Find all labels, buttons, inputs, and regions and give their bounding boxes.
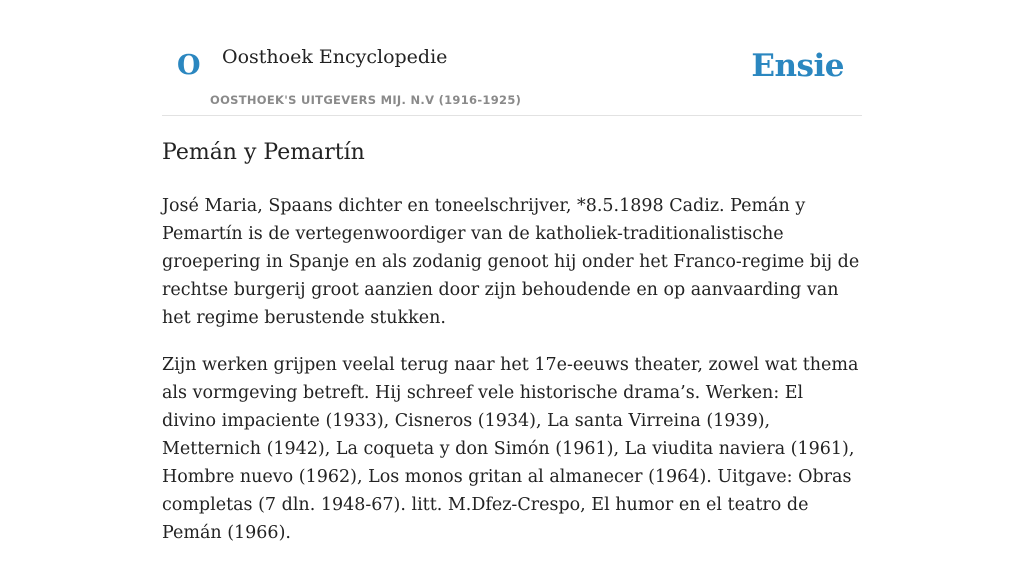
article-paragraph: Zijn werken grijpen veelal terug naar het 17e-eeuws theater, zowel wat thema als vormgeving betreft. Hij schreef vele historische drama’s. Werken: El divino impaciente (1933), Cisneros (1934), La santa Virreina (1939), Metternich (1942), La coqueta y don Simón (1961), La viudita naviera (1961), Hombre nuevo (1962), Los monos gritan al almanecer (1964). Uitgave: Obras completas (7 dln. 1948-67). litt. M.Dfez-Crespo, El humor en el teatro de Pemán (1966). — [162, 355, 859, 543]
source-header — [162, 0, 862, 116]
article-paragraph: José Maria, Spaans dichter en toneelschrijver, *8.5.1898 Cadiz. Pemán y Pemartín is de vertegenwoordiger van de katholiek-traditionalistische groepering in Spanje en als zodanig genoot hij onder het Franco-regime bij de rechtse burgerij groot aanzien door zijn behoudende en op aanvaarding van het regime berustende stukken. — [162, 196, 860, 328]
page-title: Pemán y Pemartín — [162, 140, 365, 165]
source-subtitle: OOSTHOEK'S UITGEVERS MIJ. N.V (1916-1925) — [210, 93, 522, 107]
source-title[interactable]: Oosthoek Encyclopedie — [222, 46, 448, 68]
ensie-brand-logo[interactable]: Ensie — [751, 48, 844, 84]
article-card — [162, 0, 862, 543]
source-logo[interactable]: O — [177, 50, 201, 81]
article-body — [162, 192, 862, 566]
